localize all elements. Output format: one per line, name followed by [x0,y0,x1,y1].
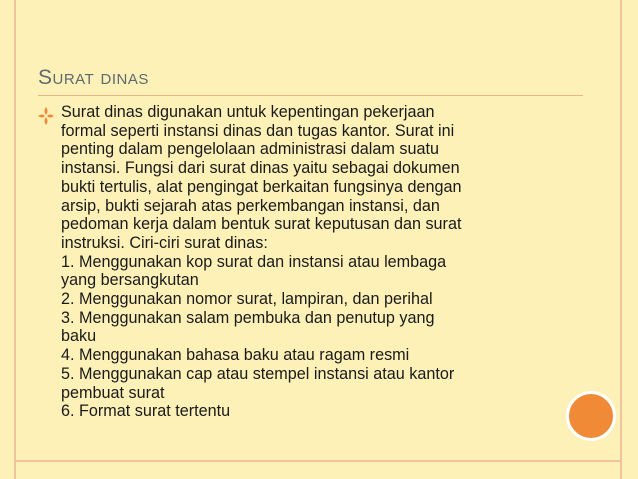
left-border-line [14,0,16,479]
slide-body-text: Surat dinas digunakan untuk kepentingan pekerjaan formal seperti instansi dinas dan tugas kantor. Surat ini penting dalam pengelolaan administrasi dalam suatu instansi. Fungsi dari surat dinas yaitu sebagai dokumen bukti tertulis, alat pengingat berkaitan fungsinya dengan arsip, bukti sejarah atas perkembangan instansi, dan pedoman kerja dalam bentuk surat keputusan dan surat instruksi. Ciri-ciri surat dinas: 1. Menggunakan kop surat dan instansi atau lembaga yang bersangkutan 2. Menggunakan nomor surat, lampiran, dan perihal 3. Menggunakan salam pembuka dan penutup yang baku 4. Menggunakan bahasa baku atau ragam resmi 5. Menggunakan cap atau stempel instansi atau kantor pembuat surat 6. Format surat tertentu [61,103,462,421]
slide-title: Surat dinas [38,66,149,89]
diamond-flower-icon [37,106,55,126]
bottom-border-line [14,460,622,462]
right-border-line [620,0,622,479]
title-divider [38,95,583,96]
decorative-circle [566,391,616,441]
